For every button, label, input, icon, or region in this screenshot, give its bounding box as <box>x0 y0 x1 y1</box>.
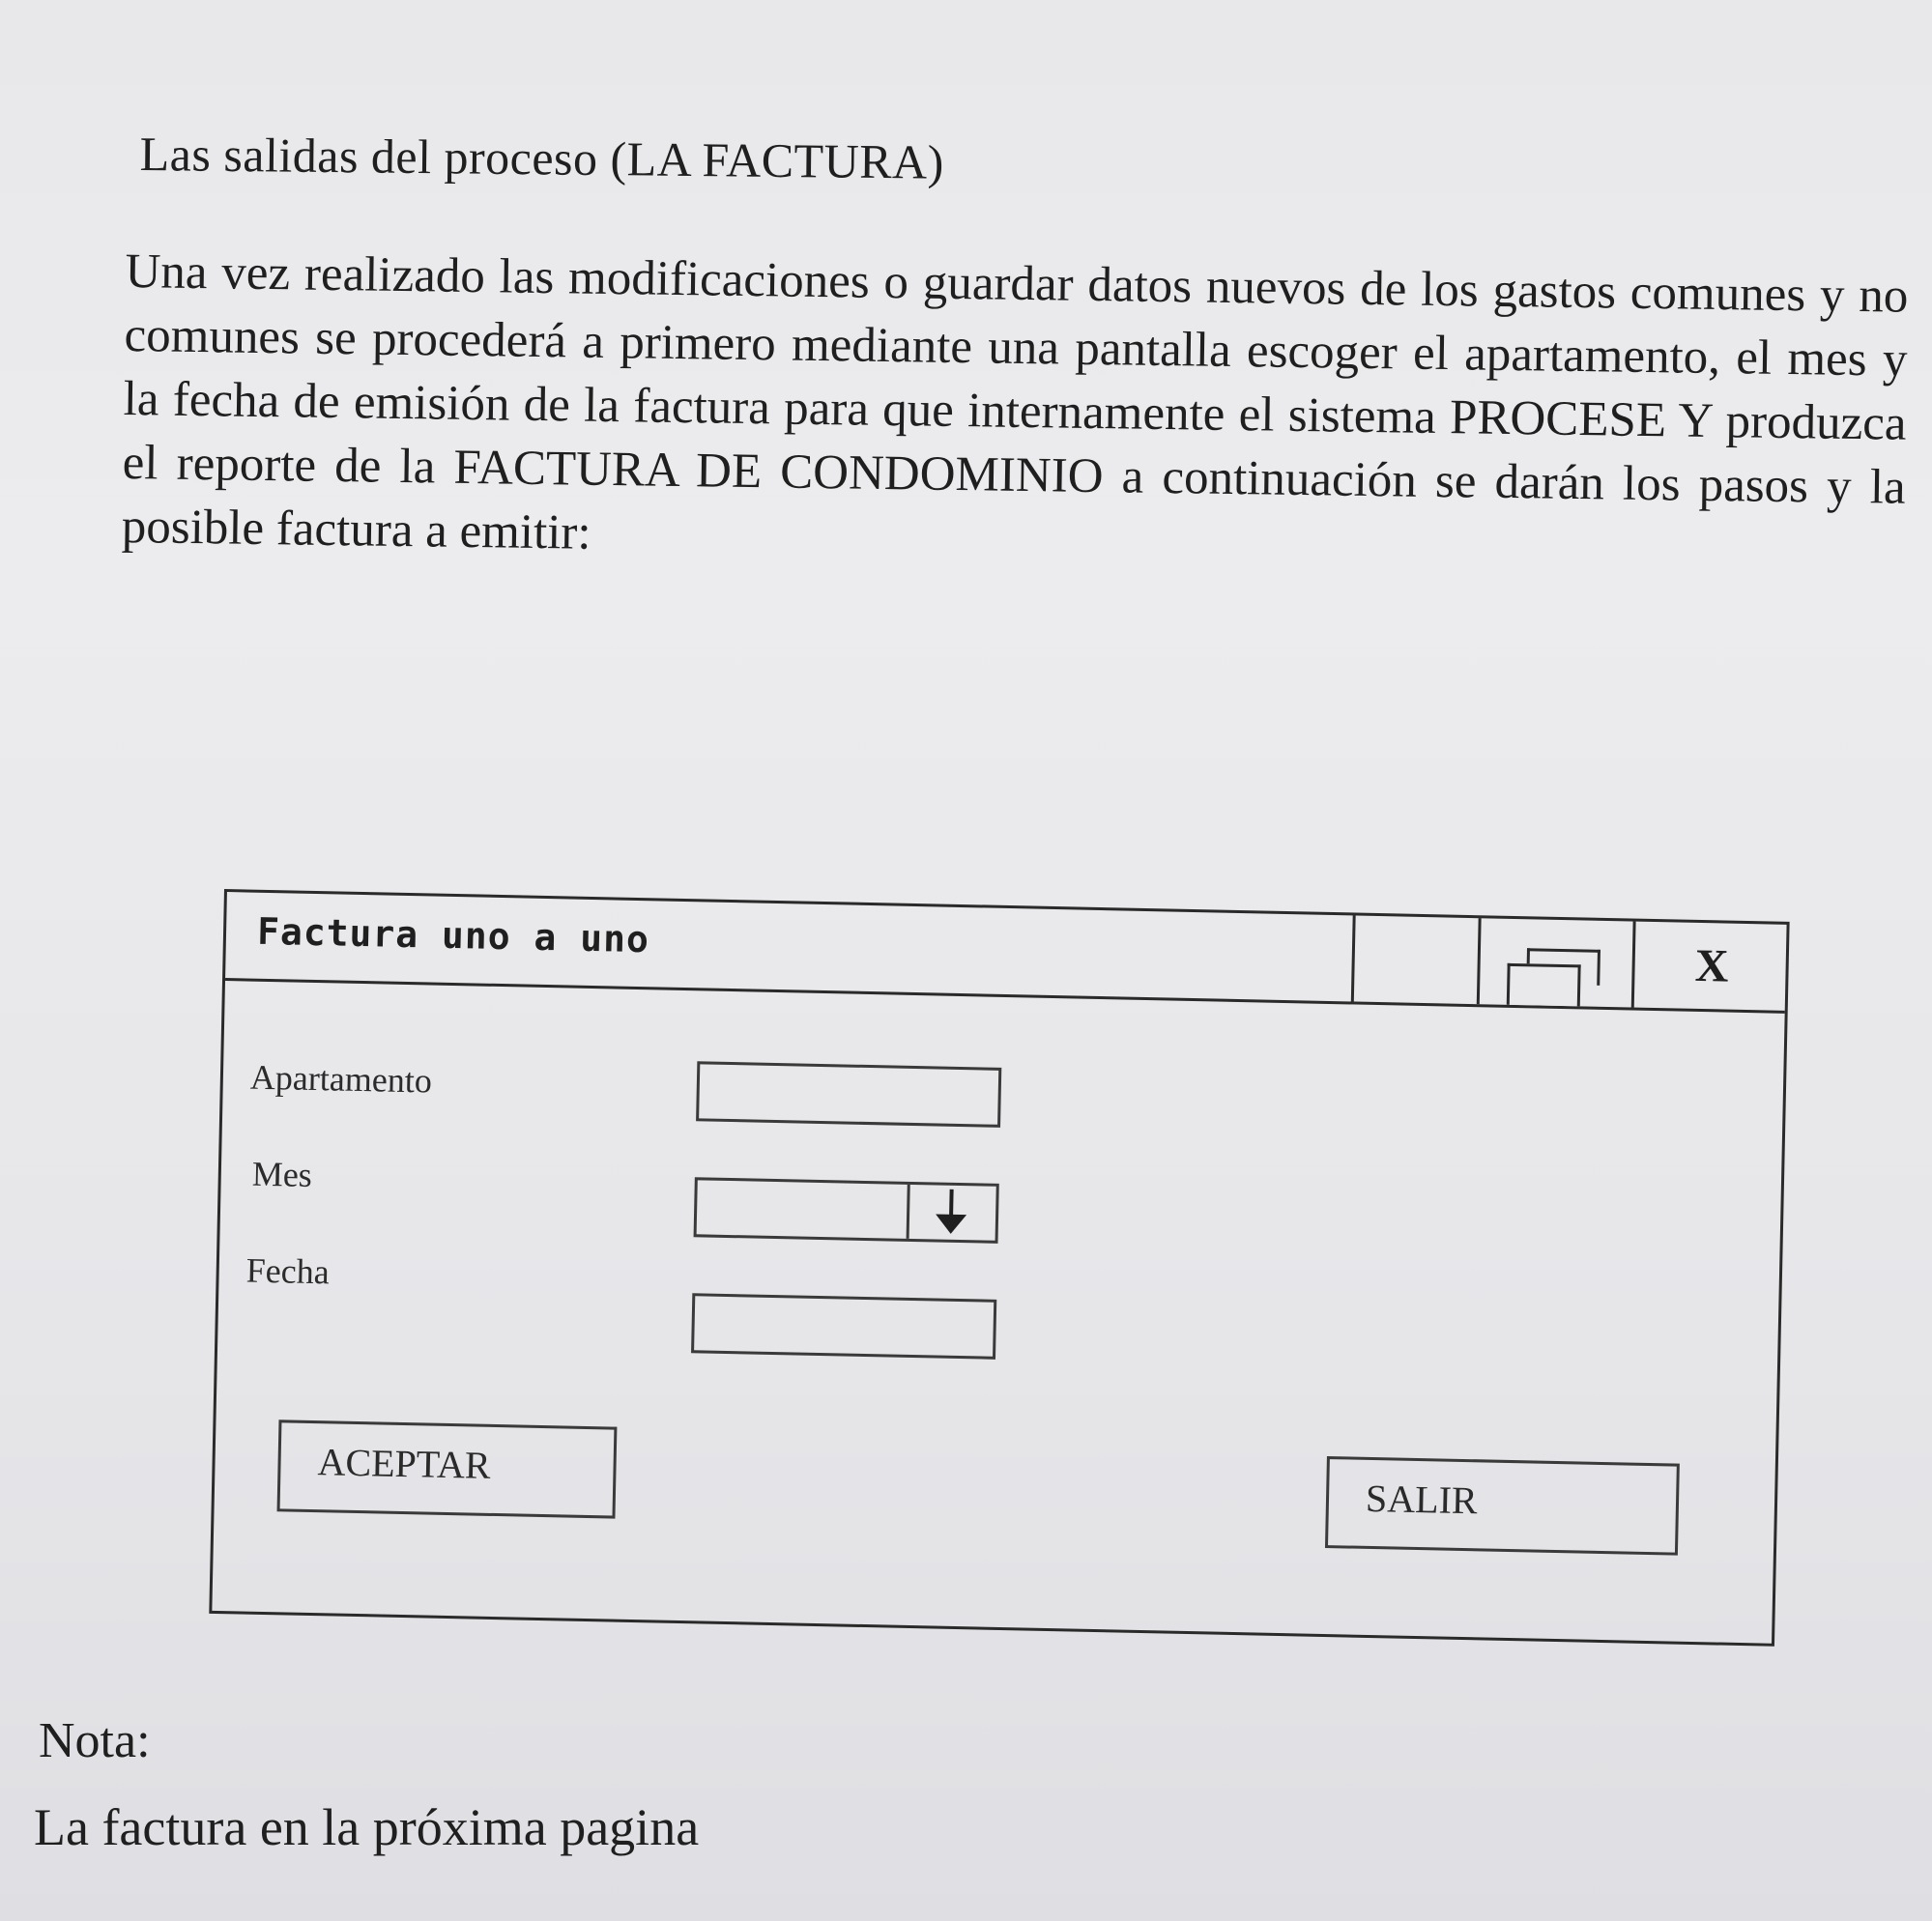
dialog-titlebar <box>225 892 1787 1014</box>
apartamento-input[interactable] <box>696 1061 1001 1128</box>
restore-button[interactable] <box>1477 918 1633 1007</box>
minimize-button[interactable] <box>1351 915 1479 1004</box>
intro-paragraph: Una vez realizado las modificaciones o guardar datos nuevos de los gastos comunes y no comunes se procederá a primero mediante una pantalla escoger el apartamento, el mes y la fecha de emisión de la factura para que internamente el sistema PROCESE Y produzca el reporte de la FACTURA DE CONDOMINIO a continuación se darán los pasos y la posible factura a emitir: <box>121 244 1909 560</box>
aceptar-button[interactable]: ACEPTAR <box>277 1419 618 1518</box>
close-button[interactable] <box>1631 922 1790 1011</box>
mes-label: Mes <box>251 1154 313 1194</box>
salir-button[interactable]: SALIR <box>1325 1456 1680 1556</box>
note-title: Nota: <box>39 1713 151 1768</box>
fecha-input[interactable] <box>691 1293 996 1360</box>
arrow-down-icon <box>909 1185 994 1241</box>
dropdown-cell[interactable] <box>907 1185 996 1241</box>
close-icon: X <box>1694 939 1730 992</box>
invoice-dialog-mockup <box>209 889 1789 1647</box>
restore-icon <box>1507 963 1581 1007</box>
apartamento-label: Apartamento <box>249 1057 433 1101</box>
mes-select[interactable] <box>694 1177 999 1244</box>
dialog-title: Factura uno a uno <box>256 909 650 961</box>
note-text: La factura en la próxima pagina <box>34 1798 700 1856</box>
section-heading: Las salidas del proceso (LA FACTURA) <box>139 126 945 189</box>
fecha-label: Fecha <box>245 1250 331 1292</box>
